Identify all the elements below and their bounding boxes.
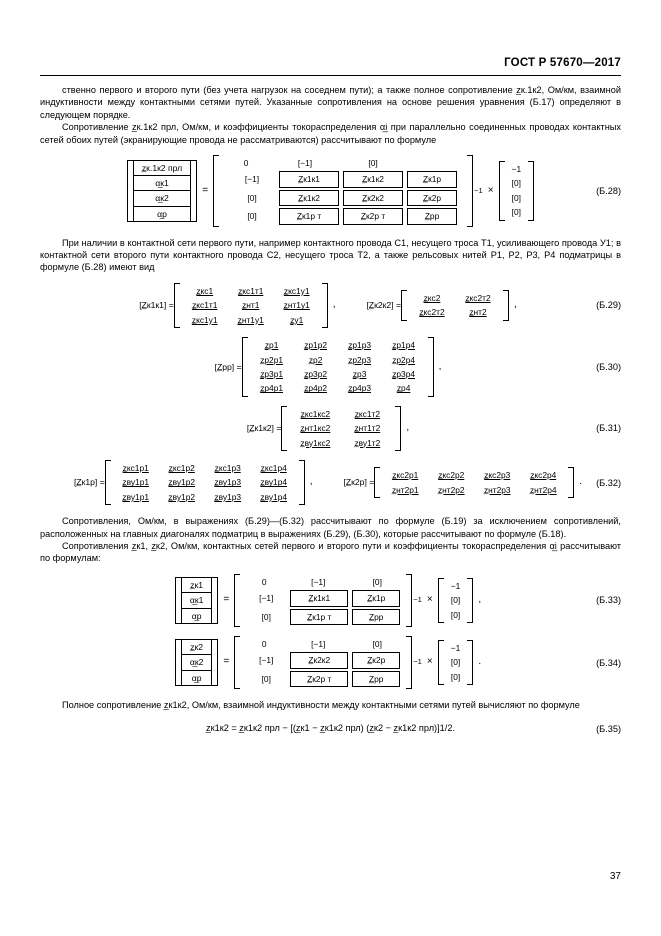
formula-number: (Б.29): [596, 300, 621, 311]
bracket-right: [299, 460, 305, 505]
cell: [0]: [450, 657, 461, 668]
formula-b35-expression: z̲к1к2 = z̲к1к2 прл − [(z̲к1 − z̲к1к2 прл) (z̲к2 − z̲к1к2 прл)]1/2.: [205, 723, 455, 734]
cell: z̲ву1т2: [354, 437, 381, 448]
comma: ,: [478, 594, 482, 606]
cell: α̲р: [181, 609, 213, 624]
cell: −1: [450, 643, 461, 653]
cell: [−1]: [311, 639, 326, 649]
multiply-sign: ×: [487, 184, 494, 196]
cell: z̲р2: [308, 354, 323, 365]
formula-b32: [40, 460, 621, 505]
cell: z̲нт1кс2: [300, 423, 331, 434]
formula-b32-left: [74, 460, 318, 505]
formula-b33: [40, 574, 621, 627]
cell: z̲р2р4: [392, 354, 416, 365]
cell: [0]: [372, 639, 382, 649]
cell: [0]: [372, 576, 382, 587]
cell: z̲нт1т2: [354, 423, 381, 434]
cell: Z̲к2к2: [290, 652, 348, 668]
cell: z̲р4: [396, 383, 411, 394]
cell: z̲р1: [264, 340, 279, 351]
formula-b34-right-vector: [438, 640, 474, 685]
cell: z̲нт2р2: [437, 484, 465, 495]
cell: [407, 162, 465, 164]
cell: α̲к1: [181, 593, 213, 608]
page-header-standard: ГОСТ Р 57670—2017: [504, 57, 621, 69]
cell: z̲нт2р3: [483, 484, 511, 495]
cell: z̲к.1к2 прл: [133, 160, 191, 176]
cell: [−1]: [297, 158, 313, 169]
comma: ,: [438, 360, 442, 372]
cell: α̲р: [133, 207, 191, 222]
cell: [0]: [368, 158, 378, 169]
cell: Z̲к2р: [352, 652, 400, 668]
formula-b28-matrix: [213, 155, 483, 227]
exponent: −1: [413, 657, 422, 667]
matrix-label: [Z̲к2к2] =: [366, 300, 402, 311]
cell: α̲р: [181, 671, 213, 686]
cell: z̲к1: [181, 577, 213, 593]
matrix-label: [Z̲к1к1] =: [139, 300, 174, 311]
comma: ,: [406, 422, 410, 434]
cell: [0]: [261, 673, 271, 684]
page-number: 37: [609, 871, 621, 882]
formula-b29-left: [139, 283, 340, 328]
cell: z̲ву1р1: [122, 477, 150, 488]
bracket-right: [467, 578, 473, 623]
multiply-sign: ×: [426, 594, 433, 606]
cell: z̲кс1р2: [168, 462, 195, 473]
comma: ,: [514, 299, 517, 311]
cell: z̲кс1р3: [214, 462, 241, 473]
cell: [0]: [450, 595, 461, 606]
cell: z̲р1р4: [392, 340, 416, 351]
cell: 0: [261, 576, 267, 587]
cell: z̲р3р2: [304, 368, 328, 379]
cell: Z̲к2к2: [343, 190, 403, 206]
paragraph-5: Сопротивления z̲к1, z̲к2, Ом/км, контактных сетей первого и второго пути и коэффициенты токораспределения α̲i рассчитывают по формулам:: [40, 540, 621, 564]
cell: [0]: [247, 192, 257, 203]
cell: [0]: [511, 207, 521, 218]
formula-number: (Б.35): [596, 723, 621, 734]
cell: z̲кс1у1: [283, 285, 310, 296]
cell: Z̲к1р т: [279, 208, 339, 224]
cell: z̲кс2т2: [465, 293, 491, 304]
cell: z̲у1: [290, 314, 304, 325]
matrix-label: [Z̲к1к2] =: [246, 423, 282, 434]
cell: z̲нт1у1: [283, 300, 310, 311]
cell: z̲кс1у1: [191, 314, 218, 325]
cell: α̲к2: [181, 655, 213, 670]
cell: z̲р3: [352, 368, 367, 379]
bracket-right: [406, 636, 412, 689]
cell: Z̲рр: [352, 609, 400, 625]
paragraph-6: Полное сопротивление z̲к1к2, Ом/км, взаимной индуктивности между контактными сетями путей вычисляют по формуле: [62, 700, 580, 711]
paragraph-2: Сопротивление z̲к.1к2 прл, Ом/км, и коэффициенты токораспределения α̲i при параллельно соединенных проводах контактных сетей обоих путей (экранирующие провода не рассматриваются) рассчитывают по формуле: [40, 122, 621, 145]
cell: z̲ву1р2: [168, 477, 196, 488]
matrix: [374, 467, 574, 498]
cell: [−1]: [244, 174, 260, 185]
cell: z̲ву1кс2: [300, 437, 331, 448]
bracket-right: [467, 155, 473, 227]
formula-b28-left-vector: [127, 160, 197, 223]
cell: z̲ву1р3: [214, 491, 242, 502]
cell: z̲р4р1: [260, 383, 284, 394]
cell: Z̲к1к1: [290, 590, 348, 606]
formula-b32-right: [344, 467, 588, 498]
cell: z̲р2р1: [260, 354, 284, 365]
formula-b34-left-vector: [175, 639, 219, 686]
cell: −1: [511, 164, 522, 175]
cell: z̲кс1р1: [122, 462, 149, 473]
cell: [−1]: [259, 655, 274, 666]
cell: z̲р1р3: [348, 340, 372, 351]
formula-b33-right-vector: [438, 578, 474, 623]
paragraph-1: ственно первого и второго пути (без учета нагрузок на соседнем пути); а также полное сопротивление z̲к.1к2, Ом/км, взаимной индуктивности между контактными сетями путей. Указанные сопротивления на основе решения уравнения (Б.17) определяют в следующем порядке.: [40, 85, 621, 120]
cell: Z̲к2р т: [343, 208, 403, 224]
paragraph-3: При наличии в контактной сети первого пути, например контактного провода С1, несущего троса Т1, усиливающего провода У1; в контактной сети второго пути контактного провода С2, несущего троса Т2, а также рельсовых нитей Р1, Р2, Р3, Р4 подматрицы в формуле (Б.28) имеют вид: [40, 237, 621, 273]
cell: α̲к2: [133, 191, 191, 206]
bracket-right: [568, 467, 574, 498]
formula-number: (Б.31): [596, 423, 621, 434]
cell: [−1]: [311, 576, 326, 587]
formula-b34: [40, 636, 621, 689]
period: .: [579, 476, 583, 488]
bracket-right: [212, 577, 218, 624]
formula-b28: [40, 155, 621, 227]
bracket-right: [528, 161, 534, 221]
multiply-sign: ×: [426, 656, 433, 668]
formula-b29: [40, 283, 621, 328]
cell: z̲нт2р4: [529, 484, 557, 495]
formula-b28-right-vector: [499, 161, 535, 221]
paragraph-4: Сопротивления, Ом/км, в выражениях (Б.29)—(Б.32) рассчитывают по формуле (Б.19) за исключением сопротивлений, расположенных на главных диагоналях подматриц в выражениях (Б.29), (Б.30), которые рассчитывают по формуле (Б.18).: [40, 516, 621, 539]
matrix-label: [Z̲к2р] =: [343, 477, 375, 488]
cell: z̲р3р4: [392, 368, 416, 379]
formula-b34-matrix: [234, 636, 422, 689]
cell: 0: [261, 639, 267, 649]
matrix: [242, 337, 434, 397]
cell: z̲кс1т1: [238, 285, 264, 296]
bracket-right: [191, 160, 197, 223]
matrix: [174, 283, 328, 328]
cell: Z̲к1к2: [279, 190, 339, 206]
bracket-right: [395, 406, 401, 451]
cell: z̲р4р2: [304, 383, 328, 394]
bracket-right: [503, 290, 509, 321]
matrix: [105, 460, 305, 505]
cell: [0]: [247, 211, 257, 222]
bracket-right: [406, 574, 412, 627]
cell: z̲р1р2: [304, 340, 328, 351]
cell: Z̲к2р т: [290, 671, 348, 687]
cell: −1: [450, 580, 461, 591]
cell: z̲кс2р1: [392, 470, 419, 481]
formula-number: (Б.33): [596, 595, 621, 606]
period: .: [478, 656, 482, 668]
cell: Z̲рр: [352, 671, 400, 687]
formula-b31: [40, 406, 621, 451]
cell: z̲р3р1: [260, 368, 284, 379]
matrix-label: [Z̲рр] =: [214, 361, 242, 372]
equals-sign: =: [223, 594, 230, 606]
formula-number: (Б.32): [596, 477, 621, 488]
cell: z̲р2р3: [348, 354, 372, 365]
formula-b33-left-vector: [175, 577, 219, 624]
cell: [0]: [450, 609, 461, 620]
cell: z̲ву1р4: [260, 477, 288, 488]
cell: [0]: [511, 192, 521, 203]
cell: z̲кс2р4: [530, 470, 557, 481]
cell: z̲кс2: [423, 293, 441, 304]
matrix: [401, 290, 509, 321]
cell: z̲ву1р1: [122, 491, 150, 502]
comma: ,: [309, 476, 313, 488]
cell: z̲ву1р2: [168, 491, 196, 502]
formula-b35: [40, 721, 621, 737]
cell: [0]: [261, 611, 271, 622]
formula-number: (Б.34): [596, 657, 621, 668]
cell: z̲к2: [181, 639, 213, 655]
cell: z̲кс1т2: [354, 408, 380, 419]
cell: Z̲к1р т: [290, 609, 348, 625]
cell: z̲кс2р2: [438, 470, 465, 481]
cell: z̲р4р3: [348, 383, 372, 394]
cell: Z̲к1р: [352, 590, 400, 606]
cell: Z̲к1к2: [343, 171, 403, 187]
cell: z̲кс2т2: [419, 307, 445, 318]
cell: z̲нт1: [242, 300, 260, 311]
cell: z̲кс1т1: [192, 300, 218, 311]
cell: z̲нт2: [469, 307, 487, 318]
cell: Z̲к1к1: [279, 171, 339, 187]
equals-sign: =: [202, 184, 209, 196]
exponent: −1: [474, 185, 483, 195]
bracket-right: [322, 283, 328, 328]
equals-sign: =: [223, 656, 230, 668]
document-body: [40, 84, 621, 740]
header-divider: [40, 75, 621, 76]
formula-b29-right: [367, 290, 522, 321]
cell: z̲ву1р4: [260, 491, 288, 502]
cell: z̲нт2р1: [391, 484, 419, 495]
cell: z̲нт1у1: [237, 314, 264, 325]
bracket-right: [467, 640, 473, 685]
formula-number: (Б.30): [596, 361, 621, 372]
cell: Z̲к1р: [407, 171, 457, 187]
cell: [0]: [511, 178, 521, 189]
matrix: [281, 406, 401, 451]
cell: [−1]: [259, 593, 274, 604]
cell: Z̲рр: [407, 208, 457, 224]
cell: Z̲к2р: [407, 190, 457, 206]
formula-number: (Б.28): [596, 185, 621, 196]
cell: z̲кс1: [196, 285, 214, 296]
cell: 0: [243, 158, 249, 169]
matrix-label: [Z̲к1р] =: [73, 477, 105, 488]
cell: [0]: [450, 671, 461, 682]
comma: ,: [332, 299, 336, 311]
formula-b33-matrix: [234, 574, 422, 627]
bracket-right: [212, 639, 218, 686]
cell: z̲ву1р3: [214, 477, 242, 488]
cell: z̲кс2р3: [484, 470, 511, 481]
bracket-right: [428, 337, 434, 397]
cell: α̲к1: [133, 176, 191, 191]
cell: z̲кс1р4: [260, 462, 287, 473]
formula-b30: [40, 337, 621, 397]
exponent: −1: [413, 595, 422, 605]
cell: z̲кс1кс2: [300, 408, 331, 419]
